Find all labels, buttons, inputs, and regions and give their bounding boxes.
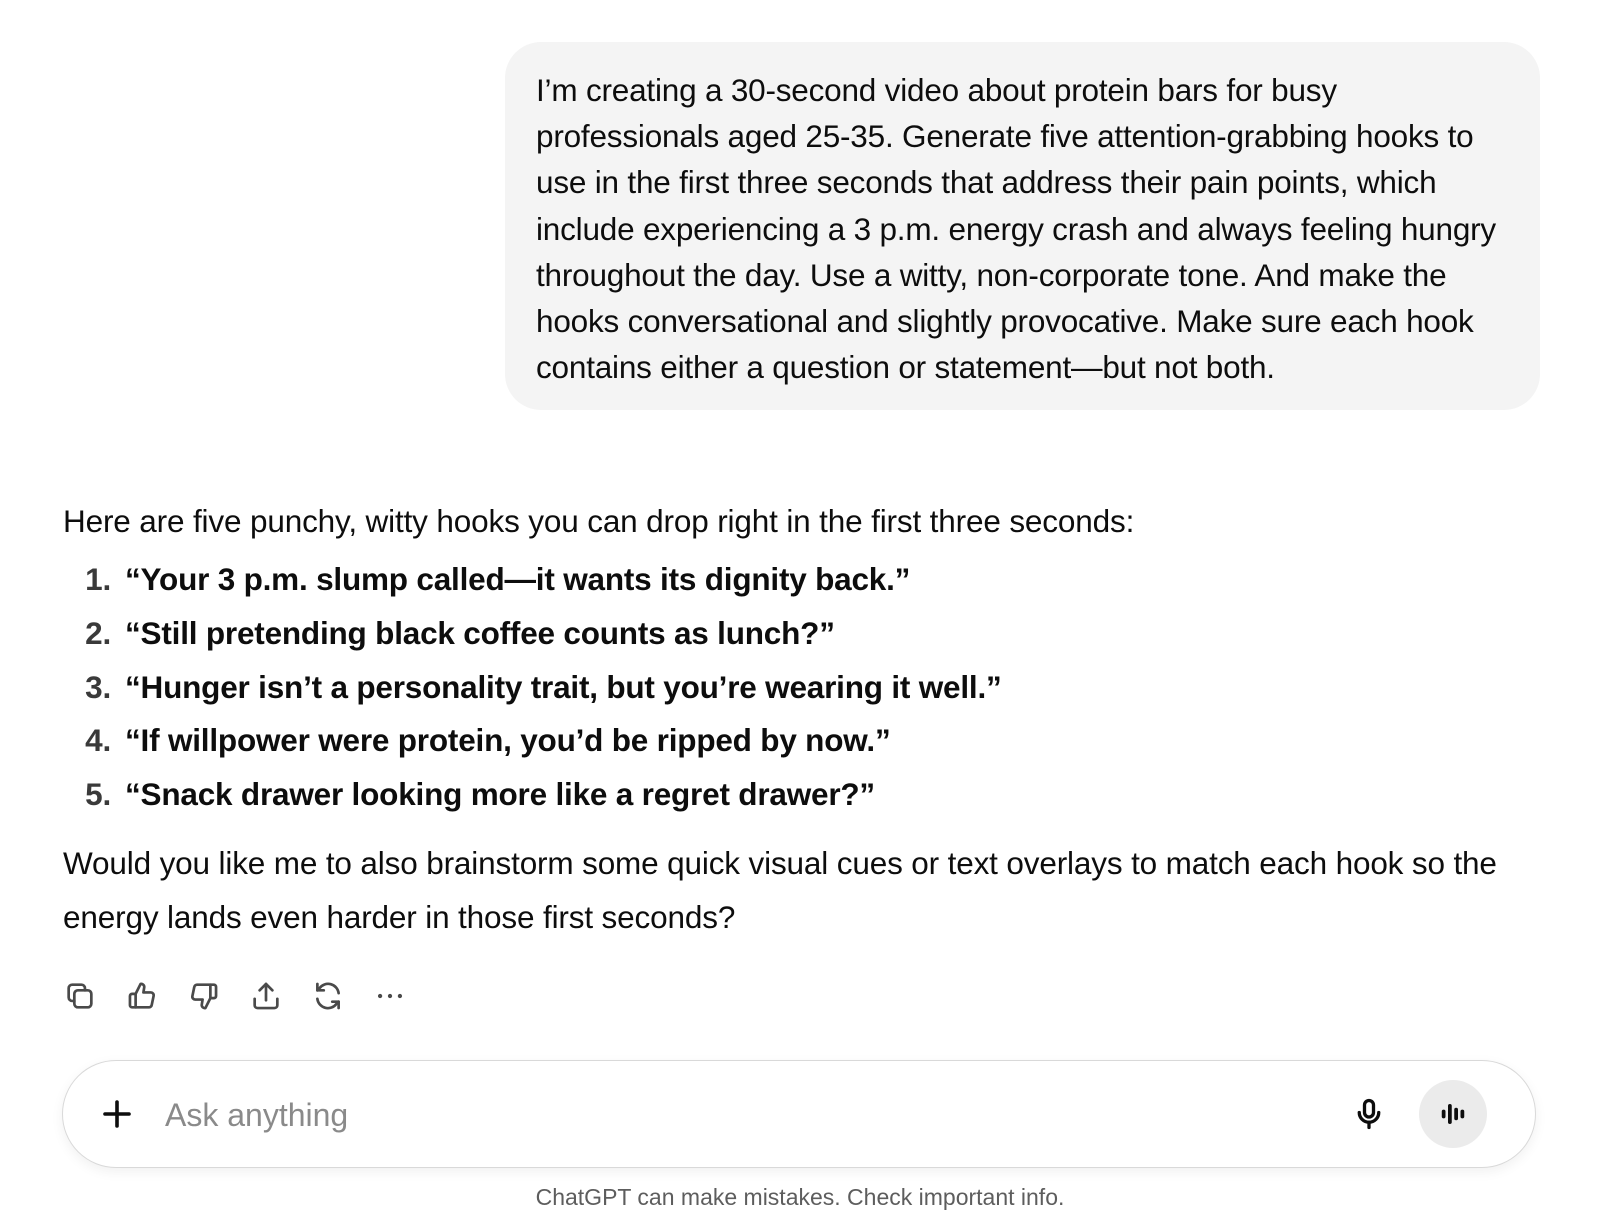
disclaimer-text: ChatGPT can make mistakes. Check important info. <box>535 1184 1065 1210</box>
voice-mode-icon <box>1438 1099 1468 1129</box>
list-item-number: 2. <box>85 614 111 651</box>
user-message-text: I’m creating a 30-second video about protein bars for busy professionals aged 25-35. Generate five attention-grabbing hooks to use in the first three seconds that address their pain points, which include experiencing a 3 p.m. energy crash and always feeling hungry throughout the day. Use a witty, non-corporate tone. And make the hooks conversational and slightly provocative. Make sure each hook contains either a question or statement—but not both. <box>536 72 1496 386</box>
more-icon <box>373 979 407 1013</box>
message-actions <box>63 976 435 1016</box>
list-item-text: “Hunger isn’t a personality trait, but you’re wearing it well.” <box>125 668 1002 705</box>
list-item-number: 5. <box>85 776 111 813</box>
list-item <box>63 768 1543 822</box>
plus-icon <box>99 1096 135 1132</box>
list-item-text: “Snack drawer looking more like a regret drawer?” <box>125 776 875 813</box>
user-message-bubble <box>505 42 1540 410</box>
thumbs-up-button[interactable] <box>125 976 187 1016</box>
dictate-button[interactable] <box>1349 1095 1389 1135</box>
list-item <box>63 607 1543 661</box>
voice-mode-button[interactable] <box>1419 1080 1487 1148</box>
list-item <box>63 661 1543 715</box>
composer <box>62 1060 1536 1168</box>
list-item-text: “If willpower were protein, you’d be ripped by now.” <box>125 722 891 759</box>
copy-button[interactable] <box>63 976 125 1016</box>
copy-icon <box>63 979 97 1013</box>
assistant-intro-text: Here are five punchy, witty hooks you can drop right in the first three seconds: <box>63 503 1135 539</box>
list-item-text: “Still pretending black coffee counts as lunch?” <box>125 614 835 651</box>
list-item-number: 4. <box>85 722 111 759</box>
regenerate-button[interactable] <box>311 976 373 1016</box>
hooks-list <box>63 553 1543 822</box>
thumbs-down-icon <box>187 979 221 1013</box>
assistant-message <box>63 497 1543 944</box>
thumbs-up-icon <box>125 979 159 1013</box>
more-button[interactable] <box>373 976 435 1016</box>
list-item-number: 3. <box>85 668 111 705</box>
add-attachment-button[interactable] <box>97 1095 137 1135</box>
microphone-icon <box>1351 1096 1387 1132</box>
thumbs-down-button[interactable] <box>187 976 249 1016</box>
regenerate-icon <box>311 979 345 1013</box>
list-item <box>63 714 1543 768</box>
ask-input[interactable] <box>165 1090 1305 1140</box>
assistant-outro-text: Would you like me to also brainstorm some quick visual cues or text overlays to match each hook so the energy lands even harder in those first seconds? <box>63 844 1497 935</box>
list-item-number: 1. <box>85 561 111 597</box>
share-button[interactable] <box>249 976 311 1016</box>
list-item-text: “Your 3 p.m. slump called—it wants its dignity back.” <box>125 561 911 597</box>
list-item <box>63 553 1543 607</box>
share-icon <box>249 979 283 1013</box>
